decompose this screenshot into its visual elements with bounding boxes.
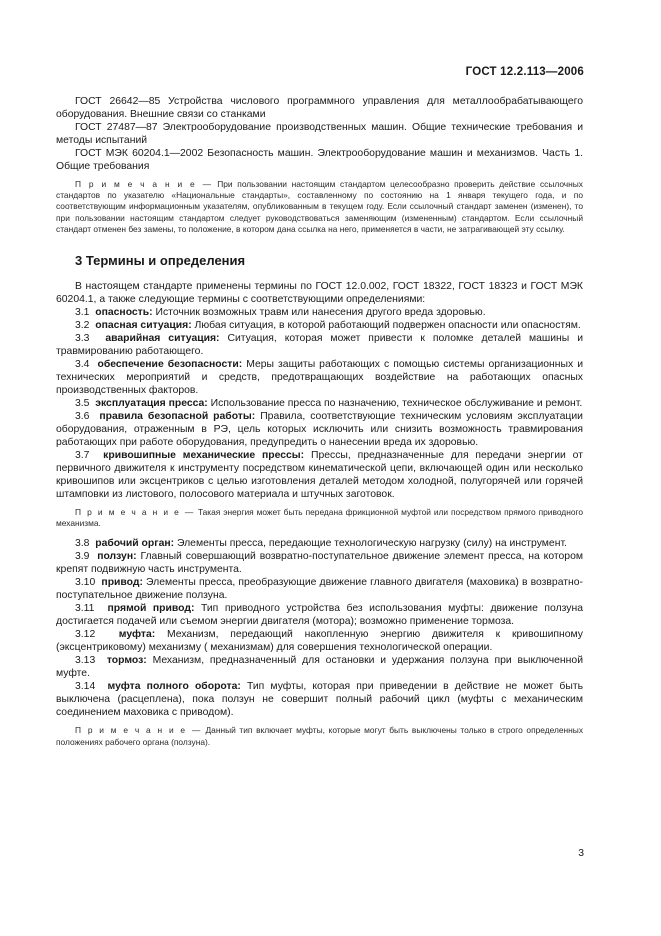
term-name: муфта:	[118, 629, 156, 641]
term-number: 3.8	[75, 538, 90, 550]
term-text: Ситуация, которая может привести к поломке деталей машины и травмированию работающего.	[56, 333, 583, 358]
term-definition	[56, 654, 583, 680]
term-number: 3.11	[75, 603, 95, 615]
term-definition	[56, 358, 583, 397]
note-references	[56, 179, 583, 235]
term-name: привод:	[101, 577, 143, 589]
note-text: Такая энергия может быть передана фрикционной муфтой или посредством прямого приводного механизма.	[56, 507, 583, 529]
reference-item: ГОСТ 27487—87 Электрооборудование производственных машин. Общие технические требования и методы испытаний	[56, 122, 583, 146]
term-definition	[56, 628, 583, 654]
note-label: П р и м е ч а н и е —	[75, 179, 213, 189]
term-name: кривошипные механические прессы:	[103, 450, 305, 462]
note-label: П р и м е ч а н и е —	[75, 507, 195, 518]
term-number: 3.14	[75, 681, 96, 693]
reference-item: ГОСТ 26642—85 Устройства числового программного управления для металлообрабатывающего оборудования. Внешние связи со станками	[56, 96, 583, 120]
page-content	[56, 95, 583, 748]
term-text: Тип приводного устройства без использования муфты: движение ползуна достигается подачей или съемом энергии двигателя (мотора); возможно применение тормоза.	[56, 603, 584, 628]
term-name: опасность:	[95, 307, 153, 319]
terms-list-b	[56, 537, 583, 719]
term-text: Тип муфты, которая при приведении в действие не может быть выключена (расцеплена), пока ползун не совершит полный рабочий цикл (муфты с механическим соединением маховика с приводом).	[56, 681, 583, 719]
term-definition	[56, 602, 583, 628]
note-text: При пользовании настоящим стандартом целесообразно проверить действие ссылочных стандартов по указателю «Национальные стандарты», составленному по состоянию на 1 января текущего года, и по соответствующим информационным указателям, опубликованным в текущем году. Если ссылочный стандарт заменен (изменен), то при пользовании настоящим стандартом следует руководствоваться заменяющим (измененным) стандартом. Если ссылочный стандарт отменен без замены, то положение, в котором дана ссылка на него, применяется в части, не затрагивающей эту ссылку.	[56, 179, 583, 234]
term-name: ползун:	[97, 551, 137, 563]
term-name: муфта полного оборота:	[107, 681, 241, 693]
term-definition	[56, 449, 583, 501]
term-number: 3.1	[75, 307, 90, 319]
term-definition	[56, 306, 583, 319]
note-label: П р и м е ч а н и е —	[75, 725, 202, 736]
term-name: опасная ситуация:	[95, 320, 192, 332]
term-name: рабочий орган:	[95, 538, 175, 550]
term-name: обеспечение безопасности:	[97, 359, 243, 371]
term-number: 3.2	[75, 320, 90, 332]
terms-list-a	[56, 306, 583, 501]
term-name: прямой привод:	[107, 603, 195, 615]
term-definition	[56, 319, 583, 332]
term-name: эксплуатация пресса:	[95, 398, 208, 410]
term-definition	[56, 332, 583, 358]
term-text: Элементы пресса, передающие технологическую нагрузку (силу) на инструмент.	[174, 538, 567, 550]
note-clutch-type	[56, 725, 583, 747]
note-energy	[56, 507, 583, 529]
page-number: 3	[578, 848, 584, 859]
term-number: 3.12	[75, 629, 96, 641]
term-number: 3.4	[75, 359, 90, 371]
term-name: аварийная ситуация:	[105, 333, 220, 345]
term-text: Любая ситуация, в которой работающий подвержен опасности или опасностям.	[191, 320, 581, 332]
term-text: Главный совершающий возвратно-поступательное движение элемент пресса, на котором крепят подвижную часть инструмента.	[56, 551, 583, 576]
section-intro: В настоящем стандарте применены термины по ГОСТ 12.0.002, ГОСТ 18322, ГОСТ 18323 и ГОСТ МЭК 60204.1, а также следующие термины с соответствующими определениями:	[56, 281, 583, 306]
term-definition	[56, 537, 583, 550]
term-text: Использование пресса по назначению, техническое обслуживание и ремонт.	[207, 398, 583, 410]
term-text: Элементы пресса, преобразующие движение главного двигателя (маховика) в возвратно-поступательное движение ползуна.	[56, 577, 583, 602]
term-name: тормоз:	[106, 655, 147, 667]
term-number: 3.5	[75, 398, 90, 410]
term-text: Правила, соответствующие техническим условиям эксплуатации оборудования, отраженным в РЭ, цель которых исключить или снизить возможность травмирования работающих при работе оборудования, предупредить о нанесении вреда их здоровью.	[56, 411, 583, 449]
term-definition	[56, 576, 583, 602]
term-number: 3.6	[75, 411, 90, 423]
term-text: Механизм, предназначенный для остановки и удержания ползуна при выключенной муфте.	[56, 655, 583, 680]
term-text: Источник возможных травм или нанесения другого вреда здоровью.	[152, 307, 486, 319]
term-number: 3.10	[75, 577, 96, 589]
standard-code-header: ГОСТ 12.2.113—2006	[465, 66, 584, 78]
term-number: 3.9	[75, 551, 90, 563]
term-text: Прессы, предназначенные для передачи энергии от первичного движителя к инструменту посредством кинематической цепи, включающей один или несколько кривошипов или эксцентриков с целью изготовления деталей методом холодной, полугорячей или горячей штамповки из листового, полосового материала и штучных заготовок.	[56, 450, 583, 501]
section-heading: 3 Термины и определения	[75, 253, 246, 269]
term-text: Меры защиты работающих с помощью системы организационных и технических мероприятий и средств, предотвращающих воздействие на работающих опасных производственных факторов.	[56, 359, 584, 397]
term-name: правила безопасной работы:	[99, 411, 256, 423]
term-definition	[56, 550, 583, 576]
term-definition	[56, 680, 583, 719]
term-definition	[56, 410, 583, 449]
reference-item: ГОСТ МЭК 60204.1—2002 Безопасность машин. Электрооборудование машин и механизмов. Часть 1. Общие требования	[56, 148, 583, 172]
term-number: 3.7	[75, 450, 90, 462]
term-number: 3.13	[75, 655, 96, 667]
term-definition	[56, 397, 583, 410]
term-text: Механизм, передающий накопленную энергию движителя к кривошипному (эксцентриковому) механизму ( механизмам) для совершения технологической операции.	[56, 629, 583, 654]
note-text: Данный тип включает муфты, которые могут быть выключены только в строго определенных положениях рабочего органа (ползуна).	[56, 725, 584, 747]
term-number: 3.3	[75, 333, 90, 345]
